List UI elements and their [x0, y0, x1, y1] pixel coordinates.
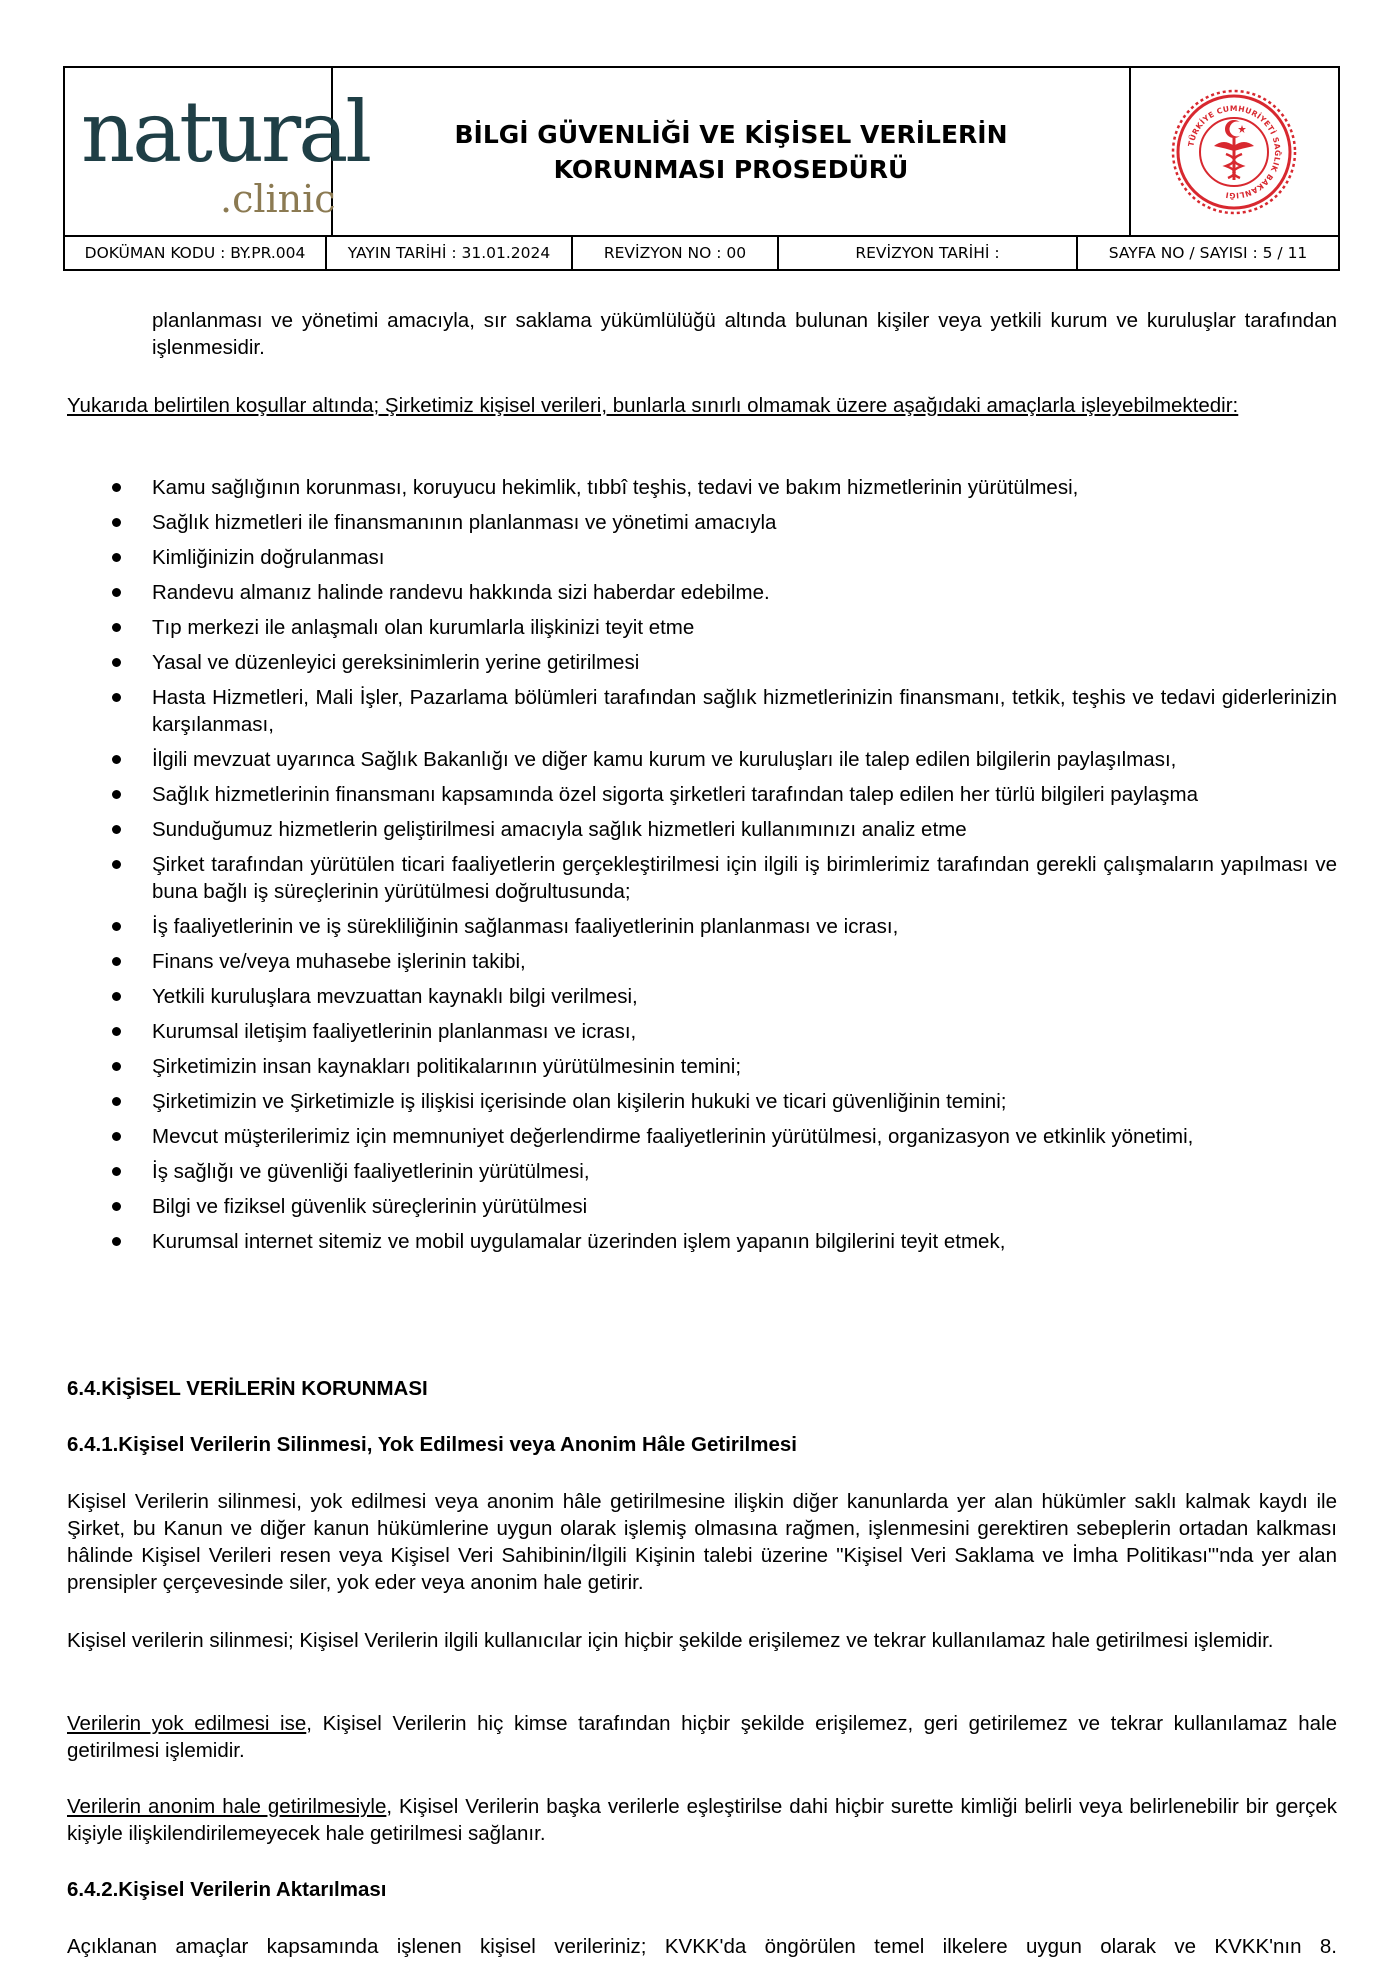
paragraph-anonymization — [67, 1793, 1337, 1847]
bullet-icon — [112, 992, 121, 1001]
paragraph-destruction — [67, 1710, 1337, 1764]
list-item — [112, 983, 1337, 1010]
bullet-icon — [112, 825, 121, 834]
list-item — [112, 474, 1337, 501]
list-item-text: Sağlık hizmetleri ile finansmanının planlanması ve yönetimi amacıyla — [152, 511, 777, 534]
list-item — [112, 1123, 1337, 1150]
list-item — [112, 579, 1337, 606]
document-meta-row — [65, 235, 1338, 269]
seal-text: TÜRKİYE CUMHURİYETİ SAĞLIK BAKANLIĞI — [1186, 103, 1283, 201]
heading-6-4-1: 6.4.1.Kişisel Verilerin Silinmesi, Yok Edilmesi veya Anonim Hâle Getirilmesi — [67, 1433, 797, 1456]
list-item — [112, 1018, 1337, 1045]
ministry-seal-cell — [1131, 68, 1338, 235]
bullet-icon — [112, 1132, 121, 1141]
bullet-icon — [112, 1027, 121, 1036]
list-item — [112, 684, 1337, 738]
list-item-text: Tıp merkezi ile anlaşmalı olan kurumlarla ilişkinizi teyit etme — [152, 616, 695, 639]
list-item-text: Şirket tarafından yürütülen ticari faaliyetlerin gerçekleştirilmesi için ilgili iş birimlerimiz tarafından gerekli çalışmaların yapılması ve buna bağlı iş süreçlerinin yürütülmesi doğrultusunda; — [152, 853, 1337, 903]
list-item — [112, 816, 1337, 843]
list-item — [112, 948, 1337, 975]
bullet-icon — [112, 1062, 121, 1071]
bullet-icon — [112, 483, 121, 492]
list-item-text: Yasal ve düzenleyici gereksinimlerin yerine getirilmesi — [152, 651, 640, 674]
bullet-icon — [112, 1167, 121, 1176]
list-item — [112, 1228, 1337, 1255]
intro-paragraph — [67, 392, 1337, 419]
anonymization-term: Verilerin anonim hale getirilmesiyle — [67, 1795, 387, 1818]
document-title — [333, 68, 1131, 235]
logo-cell — [65, 68, 370, 235]
bullet-icon — [112, 957, 121, 966]
list-item — [112, 614, 1337, 641]
continued-paragraph: planlanması ve yönetimi amacıyla, sır saklama yükümlülüğü altında bulunan kişiler veya yetkili kurum ve kuruluşlar tarafından işlenmesidir. — [152, 309, 1337, 359]
destruction-term: Verilerin yok edilmesi ise — [67, 1712, 307, 1735]
list-item — [112, 781, 1337, 808]
bullet-icon — [112, 518, 121, 527]
destruction-text: , Kişisel Verilerin hiç kimse tarafından hiçbir şekilde erişilemez, geri getirilemez ve tekrar kullanılamaz hale getirilmesi işlemidir. — [67, 1712, 1337, 1762]
bullet-icon — [112, 1202, 121, 1211]
title-line-1: BİLGİ GÜVENLİĞİ VE KİŞİSEL VERİLERİN — [454, 119, 1008, 149]
doc-code: DOKÜMAN KODU : BY.PR.004 — [65, 237, 327, 269]
list-item-text: Kurumsal iletişim faaliyetlerinin planlanması ve icrası, — [152, 1020, 637, 1043]
list-item — [112, 746, 1337, 773]
bullet-icon — [112, 860, 121, 869]
list-item-text: Kamu sağlığının korunması, koruyucu hekimlik, tıbbî teşhis, tedavi ve bakım hizmetlerinin yürütülmesi, — [152, 476, 1079, 499]
bullet-icon — [112, 1237, 121, 1246]
clinic-logo: natural — [81, 83, 370, 181]
heading-6-4: 6.4.KİŞİSEL VERİLERİN KORUNMASI — [67, 1377, 428, 1400]
bullet-icon — [112, 755, 121, 764]
list-item — [112, 509, 1337, 536]
intro-text: Yukarıda belirtilen koşullar altında; Şirketimiz kişisel verileri, bunlarla sınırlı olmamak üzere aşağıdaki amaçlarla işleyebilmektedir: — [67, 394, 1239, 417]
list-item-text: Yetkili kuruluşlara mevzuattan kaynaklı bilgi verilmesi, — [152, 985, 638, 1008]
list-item — [112, 1158, 1337, 1185]
revision-date: REVİZYON TARİHİ : — [779, 237, 1078, 269]
ministry-seal-icon — [1131, 68, 1338, 235]
paragraph-silinmesi: Kişisel verilerin silinmesi; Kişisel Verilerin ilgili kullanıcılar için hiçbir şekilde erişilemez ve tekrar kullanılamaz hale getirilmesi işlemidir. — [67, 1629, 1274, 1652]
paragraph-transfer: Açıklanan amaçlar kapsamında işlenen kişisel verileriniz; KVKK'da öngörülen temel ilkelere uygun olarak ve KVKK'nın 8. — [67, 1935, 1337, 1958]
anonymization-text: , Kişisel Verilerin başka verilerle eşleştirilse dahi hiçbir surette kimliği belirli veya belirlenebilir bir gerçek kişiyle ilişkilendirilemeyecek hale getirilmesi sağlanır. — [67, 1795, 1337, 1845]
bullet-icon — [112, 693, 121, 702]
list-item-text: Bilgi ve fiziksel güvenlik süreçlerinin yürütülmesi — [152, 1195, 588, 1218]
bullet-icon — [112, 1097, 121, 1106]
revision-no: REVİZYON NO : 00 — [573, 237, 779, 269]
list-item-text: Sunduğumuz hizmetlerin geliştirilmesi amacıyla sağlık hizmetleri kullanımınızı analiz etme — [152, 818, 967, 841]
list-item — [112, 851, 1337, 905]
bullet-icon — [112, 922, 121, 931]
list-item-text: Şirketimizin ve Şirketimizle iş ilişkisi içerisinde olan kişilerin hukuki ve ticari güvenliğinin temini; — [152, 1090, 1007, 1113]
list-item-text: Kimliğinizin doğrulanması — [152, 546, 385, 569]
list-item-text: Hasta Hizmetleri, Mali İşler, Pazarlama bölümleri tarafından sağlık hizmetlerinizin finansmanı, tetkik, teşhis ve tedavi giderlerinizin karşılanması, — [152, 686, 1337, 736]
purpose-list — [112, 474, 1337, 1263]
title-line-2: KORUNMASI PROSEDÜRÜ — [553, 154, 909, 184]
list-item — [112, 913, 1337, 940]
list-item — [112, 544, 1337, 571]
list-item-text: Kurumsal internet sitemiz ve mobil uygulamalar üzerinden işlem yapanın bilgilerini teyit etmek, — [152, 1230, 1006, 1253]
bullet-icon — [112, 623, 121, 632]
list-item — [112, 1053, 1337, 1080]
list-item-text: İş sağlığı ve güvenliği faaliyetlerinin yürütülmesi, — [152, 1160, 590, 1183]
list-item — [112, 1088, 1337, 1115]
bullet-icon — [112, 790, 121, 799]
heading-6-4-2: 6.4.2.Kişisel Verilerin Aktarılması — [67, 1878, 387, 1901]
paragraph-deletion: Kişisel Verilerin silinmesi, yok edilmesi veya anonim hâle getirilmesine ilişkin diğer kanunlarda yer alan hükümler saklı kalmak kaydı ile Şirket, bu Kanun ve diğer kanun hükümlerine uygun olarak işlemiş olmasına rağmen, işlenmesini gerektiren sebeplerin ortadan kalkması hâlinde Kişisel Verileri resen veya Kişisel Veri Sahibinin/İlgili Kişinin talebi üzerine "Kişisel Veri Saklama ve İmha Politikası"'nda yer alan prensipler çerçevesinde siler, yok eder veya anonim hale getirir. — [67, 1490, 1337, 1594]
list-item-text: Finans ve/veya muhasebe işlerinin takibi, — [152, 950, 526, 973]
list-item-text: Mevcut müşterilerimiz için memnuniyet değerlendirme faaliyetlerinin yürütülmesi, organizasyon ve etkinlik yönetimi, — [152, 1125, 1194, 1148]
document-header — [63, 66, 1340, 271]
page-number: SAYFA NO / SAYISI : 5 / 11 — [1108, 244, 1308, 262]
list-item-text: Şirketimizin insan kaynakları politikalarının yürütülmesinin temini; — [152, 1055, 742, 1078]
list-item-text: Sağlık hizmetlerinin finansmanı kapsamında özel sigorta şirketleri tarafından talep edilen her türlü bilgileri paylaşma — [152, 783, 1199, 806]
list-item-text: İlgili mevzuat uyarınca Sağlık Bakanlığı ve diğer kamu kurum ve kuruluşları ile talep edilen bilgilerin paylaşılması, — [152, 748, 1177, 771]
publish-date: YAYIN TARİHİ : 31.01.2024 — [327, 237, 573, 269]
bullet-icon — [112, 553, 121, 562]
bullet-icon — [112, 658, 121, 667]
list-item — [112, 649, 1337, 676]
list-item-text: Randevu almanız halinde randevu hakkında sizi haberdar edebilme. — [152, 581, 770, 604]
clinic-logo-sub: .clinic — [220, 177, 336, 221]
list-item — [112, 1193, 1337, 1220]
bullet-icon — [112, 588, 121, 597]
list-item-text: İş faaliyetlerinin ve iş sürekliliğinin sağlanması faaliyetlerinin planlanması ve icrası, — [152, 915, 899, 938]
